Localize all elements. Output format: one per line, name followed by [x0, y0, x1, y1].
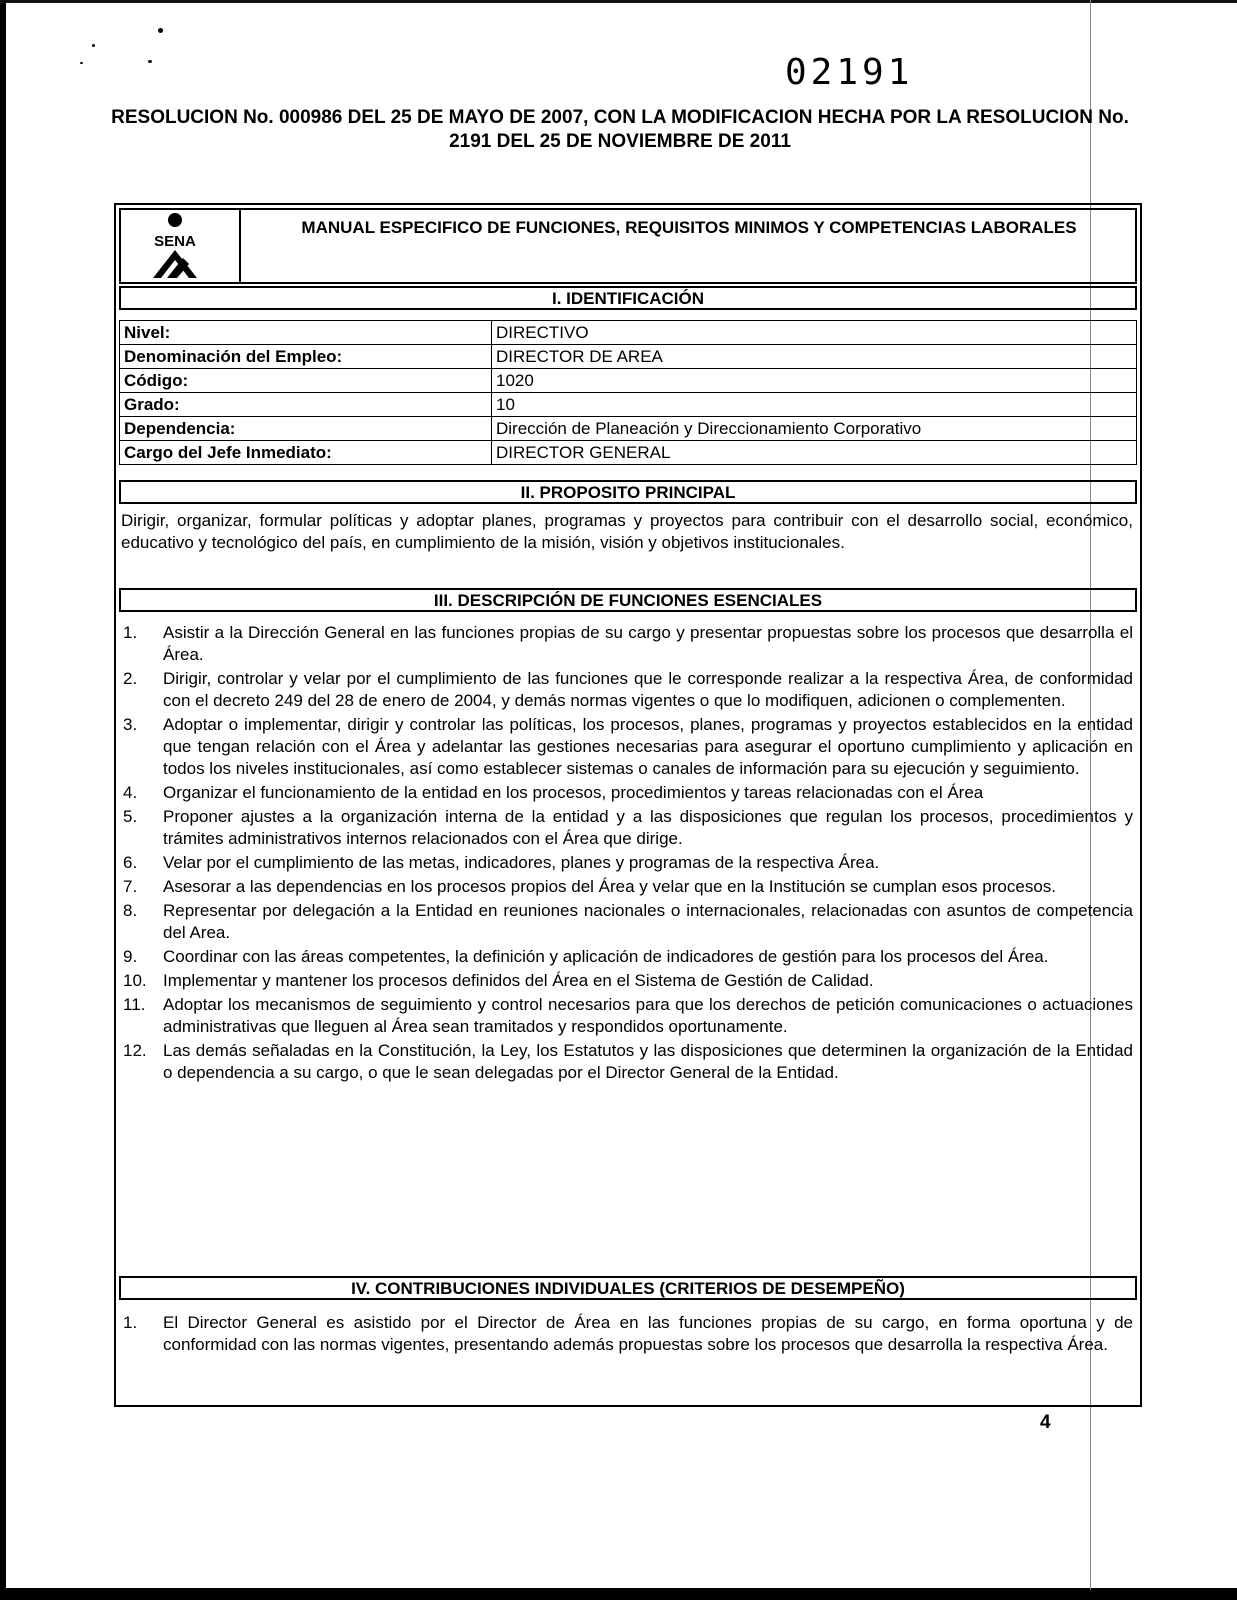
field-label: Código:	[120, 369, 492, 393]
field-label: Nivel:	[120, 321, 492, 345]
scan-edge-left	[0, 0, 6, 1600]
list-item	[121, 994, 1133, 1038]
item-number: 1.	[123, 623, 138, 642]
item-text: Adoptar o implementar, dirigir y controlar las políticas, los procesos, planes, programas y proyectos establecidos en la entidad que tengan relación con el Área y adelantar las gestiones necesarias para asegurar el oportuno cumplimiento y aplicación en todos los niveles institucionales, así como establecer sistemas o canales de información para su ejecución y seguimiento.	[163, 715, 1133, 778]
item-text: Dirigir, controlar y velar por el cumplimiento de las funciones que le corresponde realizar a la respectiva Área, de conformidad con el decreto 249 del 28 de enero de 2004, y demás normas vigentes o que lo modifiquen, adicionen o complementen.	[163, 669, 1133, 710]
functions-list	[121, 622, 1133, 1086]
section-funciones	[119, 588, 1137, 612]
page-number: 4	[1040, 1412, 1051, 1433]
table-row	[120, 321, 1137, 345]
section-proposito	[119, 480, 1137, 504]
table-row	[120, 345, 1137, 369]
list-item	[121, 668, 1133, 712]
item-text: Adoptar los mecanismos de seguimiento y control necesarios para que los derechos de petición comunicaciones o actuaciones administrativas que lleguen al Área sean tramitados y respondidos oportunamente.	[163, 995, 1133, 1036]
item-number: 6.	[123, 853, 138, 872]
list-item	[121, 782, 1133, 804]
item-text: Proponer ajustes a la organización interna de la entidad y a las disposiciones que regulan los procesos, procedimientos y trámites administrativos internos relacionados con el Área que dirige.	[163, 807, 1133, 848]
table-row	[120, 417, 1137, 441]
item-number: 7.	[123, 877, 138, 896]
section-contribuciones	[119, 1276, 1137, 1300]
list-item	[121, 1312, 1133, 1356]
field-value: 10	[492, 393, 1137, 417]
section-title: II. PROPOSITO PRINCIPAL	[520, 483, 736, 502]
field-value: 1020	[492, 369, 1137, 393]
item-number: 11.	[123, 995, 146, 1014]
item-text: Asistir a la Dirección General en las funciones propias de su cargo y presentar propuestas sobre los procesos que desarrolla el Área.	[163, 623, 1133, 664]
item-number: 10.	[123, 971, 147, 990]
logo-text: SENA	[154, 233, 196, 250]
list-item	[121, 900, 1133, 944]
item-text: Representar por delegación a la Entidad en reuniones nacionales o internacionales, relacionadas con asuntos de competencia del Area.	[163, 901, 1133, 942]
scan-speck	[148, 60, 152, 63]
item-number: 1.	[123, 1313, 138, 1332]
item-text: Coordinar con las áreas competentes, la definición y aplicación de indicadores de gestión para los procesos del Área.	[163, 947, 1049, 966]
item-text: Organizar el funcionamiento de la entidad en los procesos, procedimientos y tareas relacionadas con el Área	[163, 783, 984, 802]
item-text: Las demás señaladas en la Constitución, la Ley, los Estatutos y las disposiciones que determinen la organización de la Entidad o dependencia a su cargo, o que le sean delegadas por el Director General de la Entidad.	[163, 1041, 1133, 1082]
field-value: DIRECTOR GENERAL	[492, 441, 1137, 465]
scan-speck	[158, 28, 163, 33]
logo-cell	[121, 210, 241, 282]
section-title: IV. CONTRIBUCIONES INDIVIDUALES (CRITERIOS DE DESEMPEÑO)	[351, 1279, 905, 1298]
item-number: 4.	[123, 783, 138, 802]
section-identificacion	[119, 286, 1137, 310]
item-number: 3.	[123, 715, 138, 734]
item-number: 5.	[123, 807, 138, 826]
table-row	[120, 369, 1137, 393]
header-box	[119, 208, 1137, 284]
list-item	[121, 970, 1133, 992]
scan-edge-bottom	[0, 1588, 1237, 1600]
field-value: DIRECTOR DE AREA	[492, 345, 1137, 369]
field-value: DIRECTIVO	[492, 321, 1137, 345]
list-item	[121, 946, 1133, 968]
item-number: 8.	[123, 901, 138, 920]
scan-speck	[80, 62, 83, 64]
list-item	[121, 714, 1133, 780]
resolution-title: RESOLUCION No. 000986 DEL 25 DE MAYO DE 2007, CON LA MODIFICACION HECHA POR LA RESOLUCION No. 2191 DEL 25 DE NOVIEMBRE DE 2011	[111, 107, 1129, 152]
list-item	[121, 876, 1133, 898]
field-label: Cargo del Jefe Inmediato:	[120, 441, 492, 465]
list-item	[121, 1040, 1133, 1084]
scan-edge-top	[0, 0, 1237, 3]
list-item	[121, 852, 1133, 874]
item-text: Velar por el cumplimiento de las metas, indicadores, planes y programas de la respectiva Área.	[163, 853, 880, 872]
field-label: Denominación del Empleo:	[120, 345, 492, 369]
field-label: Grado:	[120, 393, 492, 417]
item-text: Asesorar a las dependencias en los procesos propios del Área y velar que en la Institución se cumplan esos procesos.	[163, 877, 1057, 896]
stamp-number: 02191	[785, 52, 914, 93]
scan-speck	[92, 44, 95, 47]
table-row	[120, 393, 1137, 417]
item-text: Implementar y mantener los procesos definidos del Área en el Sistema de Gestión de Calidad.	[163, 971, 874, 990]
item-number: 9.	[123, 947, 138, 966]
table-row	[120, 441, 1137, 465]
item-text: El Director General es asistido por el Director de Área en las funciones propias de su cargo, en forma oportuna y de conformidad con las normas vigentes, presentando además propuestas sobre los procesos que desarrolla la respectiva Área.	[163, 1313, 1133, 1354]
item-number: 2.	[123, 669, 138, 688]
identification-table	[119, 320, 1137, 465]
item-number: 12.	[123, 1041, 147, 1060]
list-item	[121, 806, 1133, 850]
purpose-text: Dirigir, organizar, formular políticas y adoptar planes, programas y proyectos para contribuir con el desarrollo social, económico, educativo y tecnológico del país, en cumplimiento de la misión, visión y objetivos institucionales.	[121, 511, 1133, 552]
sena-logo-icon	[127, 212, 231, 280]
section-title: I. IDENTIFICACIÓN	[551, 289, 705, 308]
field-value: Dirección de Planeación y Direccionamiento Corporativo	[492, 417, 1137, 441]
manual-title: MANUAL ESPECIFICO DE FUNCIONES, REQUISITOS MINIMOS Y COMPETENCIAS LABORALES	[301, 218, 1077, 237]
contributions-list	[121, 1312, 1133, 1358]
field-label: Dependencia:	[120, 417, 492, 441]
list-item	[121, 622, 1133, 666]
section-title: III. DESCRIPCIÓN DE FUNCIONES ESENCIALES	[433, 591, 823, 610]
